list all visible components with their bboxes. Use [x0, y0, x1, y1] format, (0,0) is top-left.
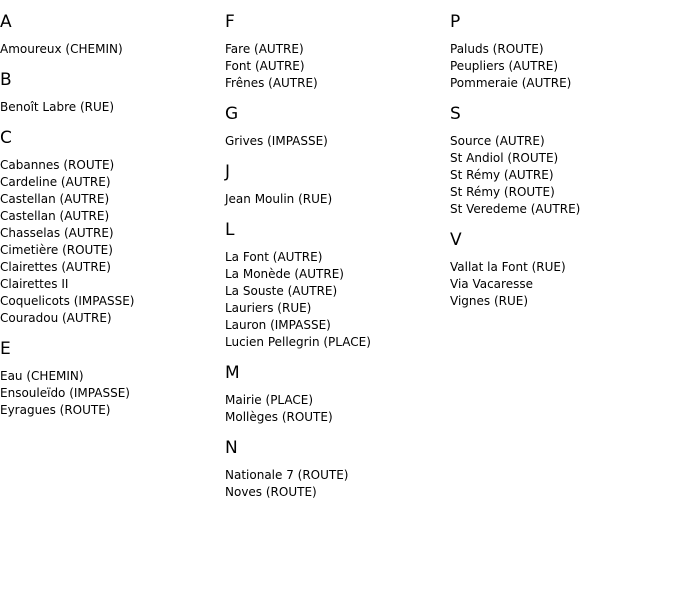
street-item: Ensouleïdo (IMPASSE) — [0, 386, 130, 400]
street-item: Paluds (ROUTE) — [450, 42, 544, 56]
street-item: Fare (AUTRE) — [225, 42, 304, 56]
street-index-column-2 — [225, 0, 445, 511]
street-item: Castellan (AUTRE) — [0, 209, 110, 223]
street-item: Lucien Pellegrin (PLACE) — [225, 335, 371, 349]
street-list — [0, 41, 220, 58]
letter-heading: G — [225, 104, 239, 124]
street-item: Source (AUTRE) — [450, 134, 545, 148]
street-item: Castellan (AUTRE) — [0, 192, 110, 206]
street-item: Clairettes (AUTRE) — [0, 260, 111, 274]
street-list — [0, 368, 220, 419]
street-item: Via Vacaresse — [450, 277, 533, 291]
street-item: Font (AUTRE) — [225, 59, 305, 73]
street-item: Couradou (AUTRE) — [0, 311, 112, 325]
street-item: St Andiol (ROUTE) — [450, 151, 559, 165]
letter-group — [225, 161, 445, 208]
letter-group — [450, 103, 670, 218]
street-item: St Rémy (AUTRE) — [450, 168, 554, 182]
street-item: Nationale 7 (ROUTE) — [225, 468, 349, 482]
letter-group — [225, 219, 445, 351]
street-item: Vallat la Font (RUE) — [450, 260, 566, 274]
letter-heading: E — [0, 339, 11, 359]
letter-group — [450, 229, 670, 310]
street-item: Benoît Labre (RUE) — [0, 100, 115, 114]
letter-group — [0, 127, 220, 327]
street-item: La Font (AUTRE) — [225, 250, 323, 264]
letter-heading: S — [450, 104, 461, 124]
street-item: Grives (IMPASSE) — [225, 134, 328, 148]
street-item: Vignes (RUE) — [450, 294, 529, 308]
street-item: Cimetière (ROUTE) — [0, 243, 113, 257]
letter-heading: F — [225, 12, 235, 32]
street-list — [225, 467, 445, 501]
street-item: Lauriers (RUE) — [225, 301, 312, 315]
street-item: Jean Moulin (RUE) — [225, 192, 333, 206]
street-item: Frênes (AUTRE) — [225, 76, 318, 90]
street-list — [450, 41, 670, 92]
street-item: La Monède (AUTRE) — [225, 267, 344, 281]
letter-heading: N — [225, 438, 238, 458]
street-list — [225, 191, 445, 208]
street-list — [450, 259, 670, 310]
letter-heading: P — [450, 12, 461, 32]
street-list — [225, 249, 445, 351]
letter-heading: L — [225, 220, 235, 240]
letter-group — [0, 338, 220, 419]
letter-group — [450, 11, 670, 92]
street-item: Chasselas (AUTRE) — [0, 226, 114, 240]
letter-group — [225, 11, 445, 92]
street-list — [450, 133, 670, 218]
letter-heading: M — [225, 363, 240, 383]
letter-group — [0, 69, 220, 116]
street-item: Peupliers (AUTRE) — [450, 59, 559, 73]
letter-heading: C — [0, 128, 12, 148]
street-item: Cabannes (ROUTE) — [0, 158, 115, 172]
street-item: Noves (ROUTE) — [225, 485, 317, 499]
street-item: Lauron (IMPASSE) — [225, 318, 331, 332]
street-list — [225, 41, 445, 92]
street-item: Eau (CHEMIN) — [0, 369, 84, 383]
letter-group — [225, 362, 445, 426]
street-list — [0, 99, 220, 116]
street-index-column-3 — [450, 0, 670, 320]
street-item: Clairettes II — [0, 277, 69, 291]
street-list — [225, 392, 445, 426]
letter-heading: V — [450, 230, 462, 250]
letter-heading: A — [0, 12, 12, 32]
street-item: Amoureux (CHEMIN) — [0, 42, 123, 56]
street-index-column-1 — [0, 0, 220, 429]
letter-heading: B — [0, 70, 12, 90]
street-item: Mairie (PLACE) — [225, 393, 314, 407]
street-item: Coquelicots (IMPASSE) — [0, 294, 135, 308]
letter-group — [225, 103, 445, 150]
street-item: Cardeline (AUTRE) — [0, 175, 111, 189]
street-list — [0, 157, 220, 327]
street-item: Pommeraie (AUTRE) — [450, 76, 572, 90]
street-item: Mollèges (ROUTE) — [225, 410, 333, 424]
letter-group — [0, 11, 220, 58]
street-list — [225, 133, 445, 150]
letter-heading: J — [225, 162, 231, 182]
street-item: St Rémy (ROUTE) — [450, 185, 555, 199]
street-item: La Souste (AUTRE) — [225, 284, 338, 298]
letter-group — [225, 437, 445, 501]
street-item: St Veredeme (AUTRE) — [450, 202, 581, 216]
street-item: Eyragues (ROUTE) — [0, 403, 111, 417]
